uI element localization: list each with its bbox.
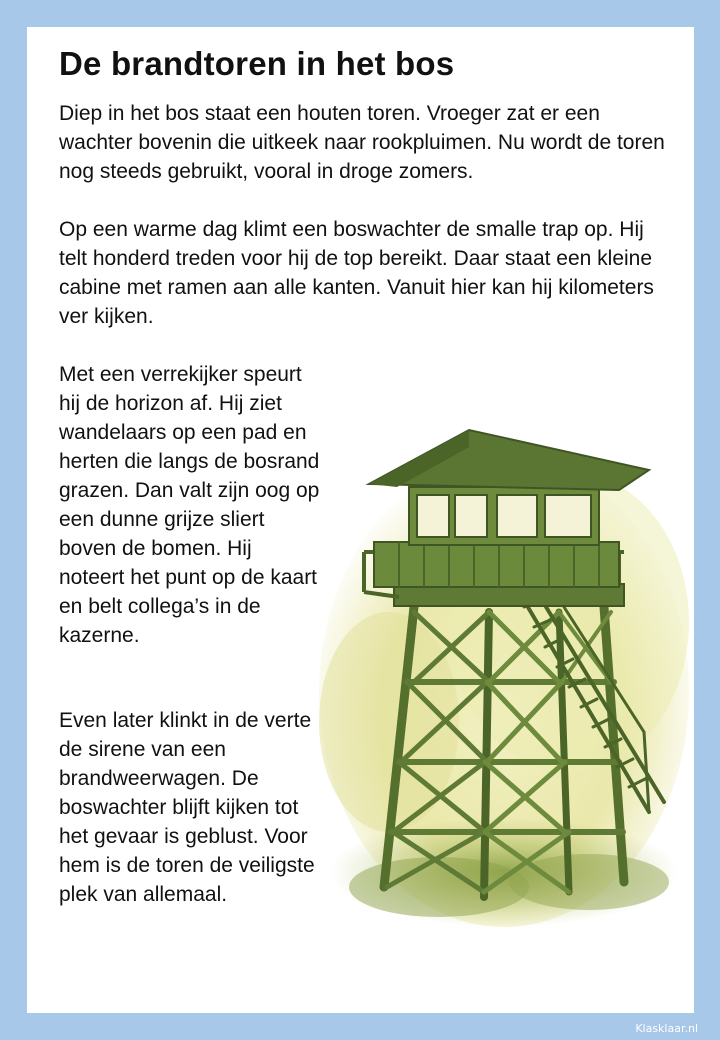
cabin-windows [417,495,591,537]
page-title: De brandtoren in het bos [59,45,455,82]
footer-brand: Klasklaar.nl [635,1022,698,1035]
paragraph-3: Met een verrekijker speurt hij de horizon af. Hij ziet wandelaars op een pad en herten die langs de bosrand grazen. Dan valt zijn oog op een dunne grijze sliert boven de bomen. Hij noteert het punt op de kaart en belt collega’s in de kazerne. [59,363,320,647]
worksheet-card [27,27,694,1013]
paragraph-4: Even later klinkt in de verte de sirene van een brandweerwagen. De boswachter blijft kijken tot het gevaar is geblust. Voor hem is de toren de veiligste plek van allemaal. [59,709,315,906]
paragraph-1: Diep in het bos staat een houten toren. Vroeger zat er een wachter bovenin die uitkeek naar rookpluimen. Nu wordt de toren nog steeds gebruikt, vooral in droge zomers. [59,102,665,183]
paragraph-2: Op een warme dag klimt een boswachter de smalle trap op. Hij telt honderd treden voor hij de top bereikt. Daar staat een kleine cabine met ramen aan alle kanten. Vanuit hier kan hij kilometers ver kijken. [59,218,654,328]
roof [369,430,649,490]
fire-tower-illustration [319,392,689,932]
